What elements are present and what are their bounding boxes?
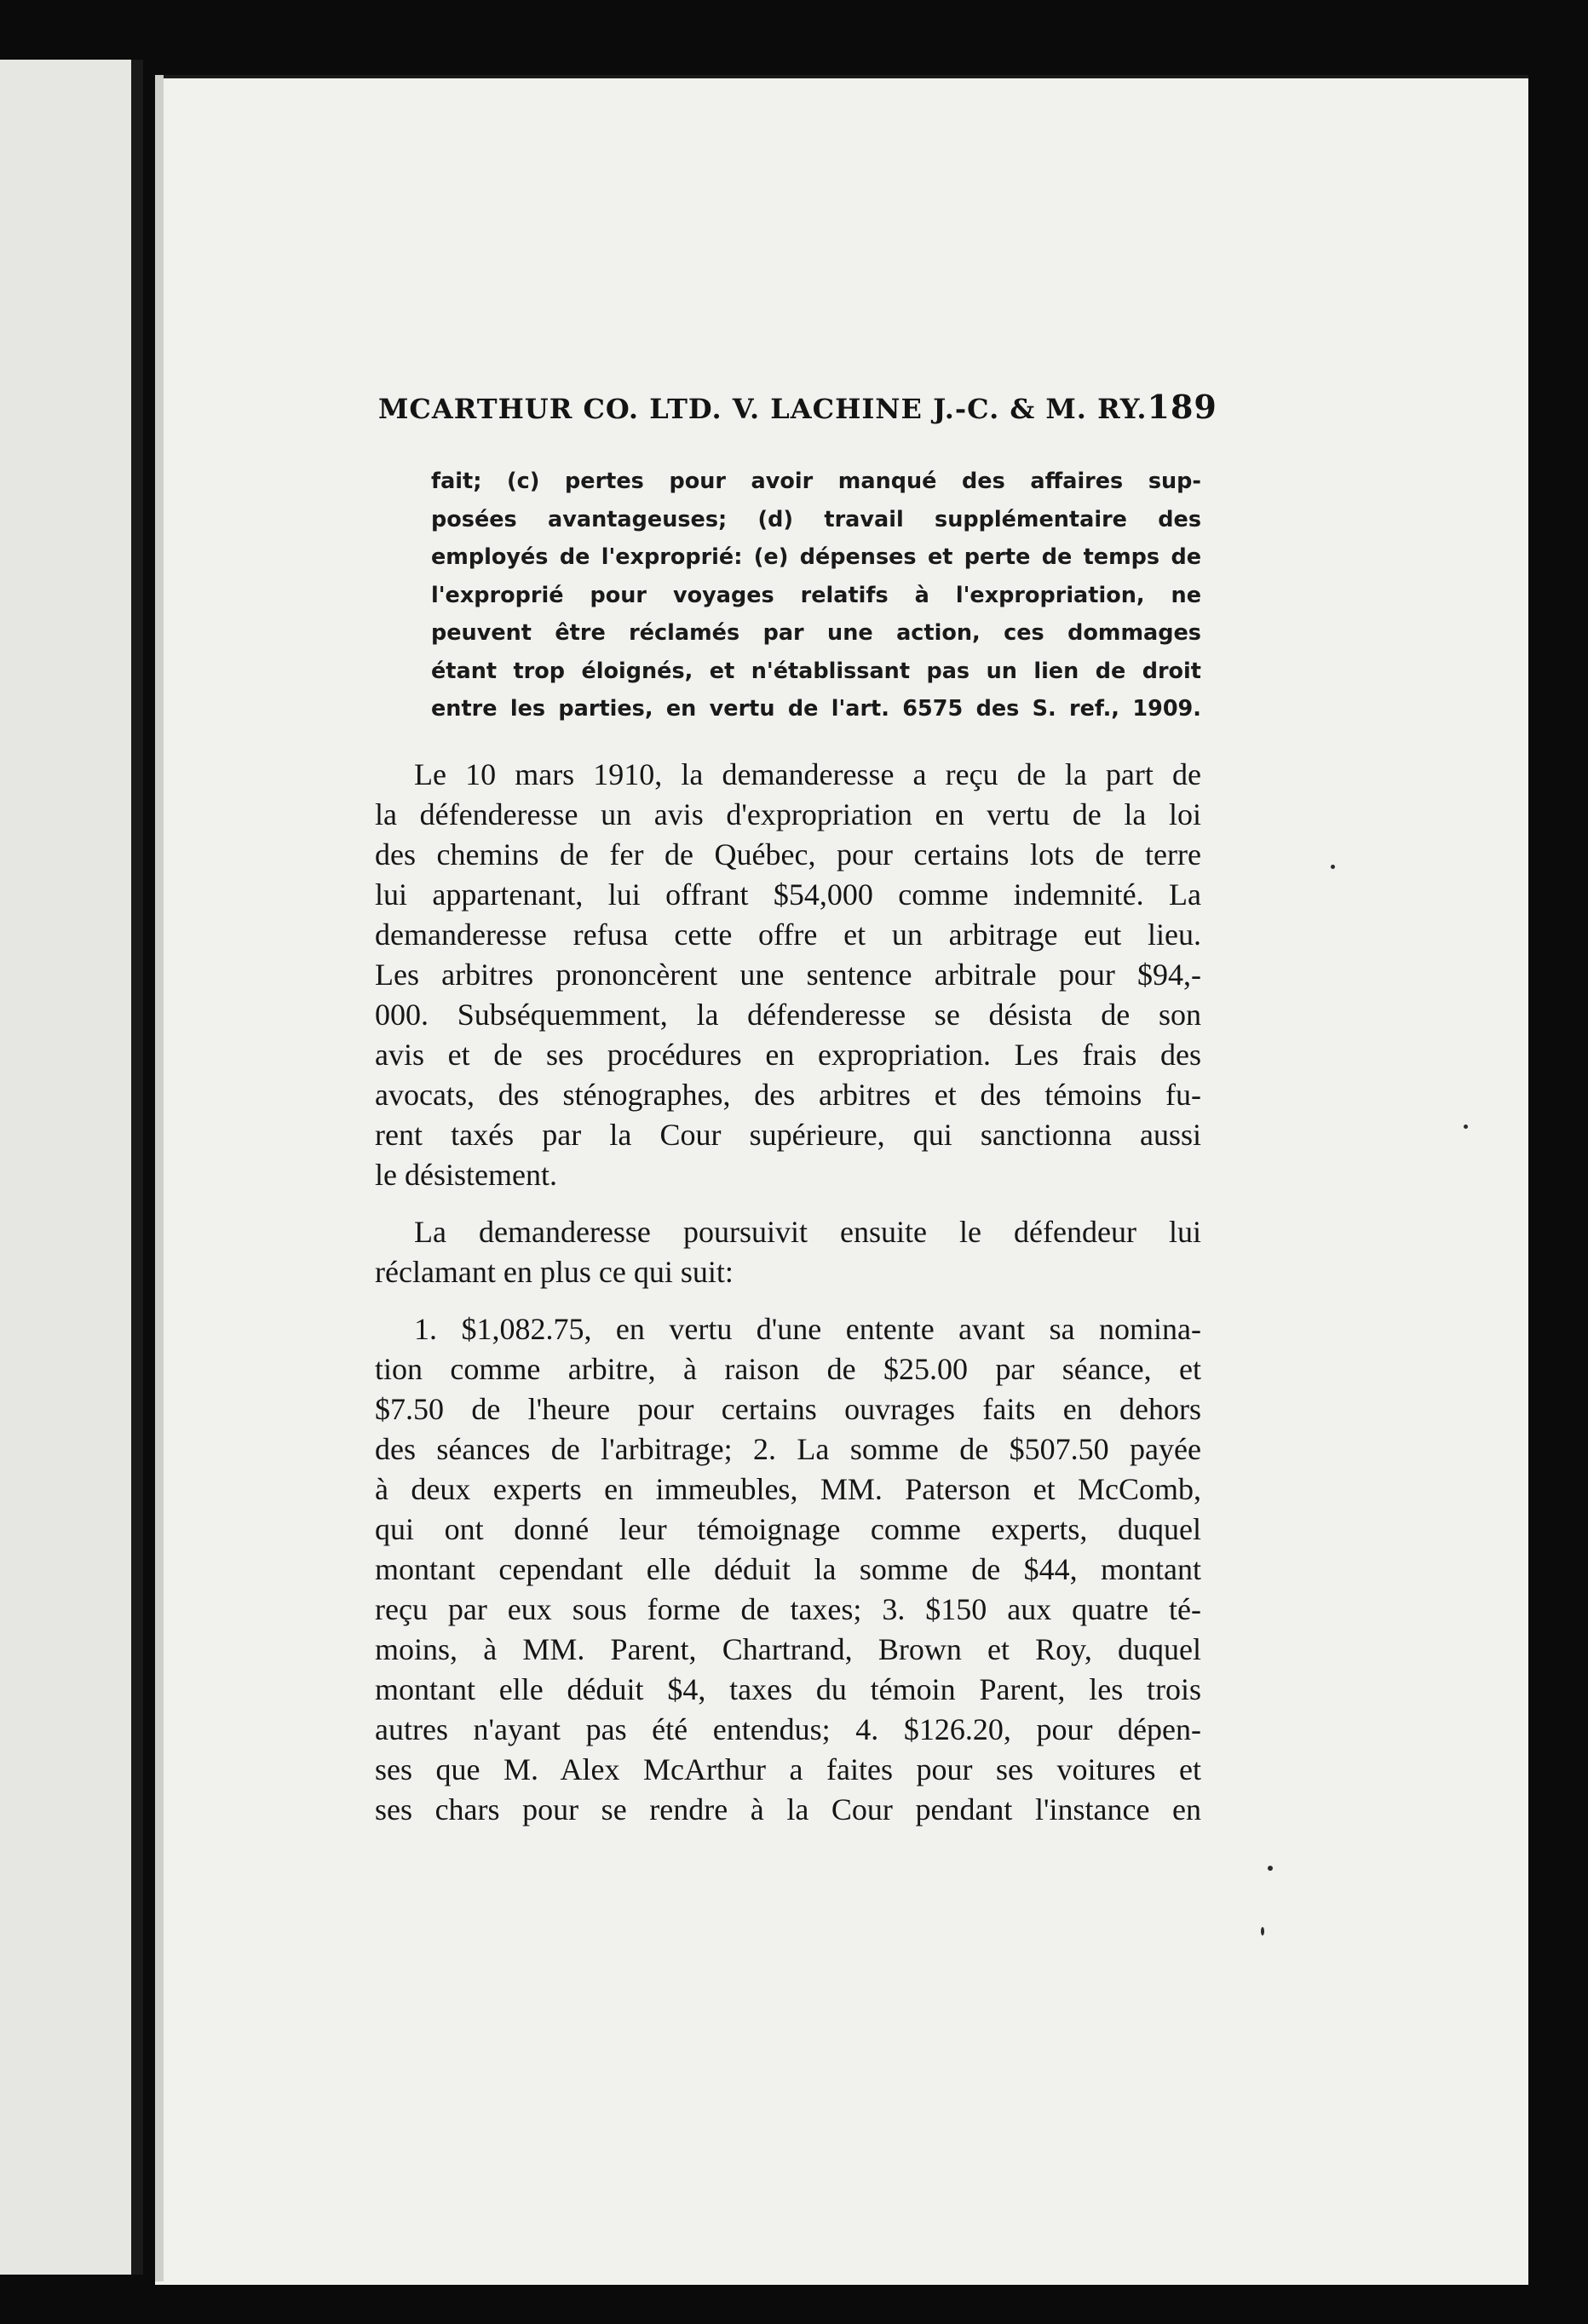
body-line: Le 10 mars 1910, la demanderesse a reçu de la part de — [414, 757, 1201, 791]
body-line: moins, à MM. Parent, Chartrand, Brown et Roy, duquel — [375, 1632, 1201, 1666]
paragraph-2 — [375, 1212, 1201, 1292]
body-line: avocats, des sténographes, des arbitres et des témoins fu- — [375, 1078, 1201, 1112]
page-number: 189 — [1147, 388, 1217, 426]
binding-shadow — [131, 60, 143, 2275]
running-title: MCARTHUR CO. LTD. V. LACHINE J.-C. & M. RY. — [378, 393, 1148, 425]
headnote — [431, 463, 1201, 728]
page-fold — [155, 75, 164, 2281]
paragraph-1 — [375, 755, 1201, 1195]
body-line: lui appartenant, lui offrant $54,000 comme indemnité. La — [375, 877, 1201, 912]
body-line: montant cependant elle déduit la somme de $44, montant — [375, 1552, 1201, 1586]
body-line: 1. $1,082.75, en vertu d'une entente avant sa nomina- — [414, 1312, 1201, 1346]
facing-page-edge — [0, 60, 143, 2275]
headnote-line: l'exproprié pour voyages relatifs à l'expropriation, ne — [431, 582, 1201, 608]
body-line: le désistement. — [375, 1158, 557, 1192]
paragraph-gap — [375, 1292, 1201, 1309]
headnote-line: peuvent être réclamés par une action, ces dommages — [431, 620, 1201, 646]
body-line: reçu par eux sous forme de taxes; 3. $150 aux quatre té- — [375, 1592, 1201, 1626]
paragraph-gap — [375, 1195, 1201, 1212]
scan-speck — [1268, 1866, 1273, 1871]
body-line: demanderesse refusa cette offre et un arbitrage eut lieu. — [375, 918, 1201, 952]
body-line: rent taxés par la Cour supérieure, qui sanctionna aussi — [375, 1118, 1201, 1152]
headnote-line: employés de l'exproprié: (e) dépenses et perte de temps de — [431, 544, 1201, 570]
body-line: ses chars pour se rendre à la Cour pendant l'instance en — [375, 1792, 1201, 1826]
body-text — [375, 755, 1201, 1830]
body-line: la défenderesse un avis d'expropriation en vertu de la loi — [375, 797, 1201, 831]
body-line: qui ont donné leur témoignage comme experts, duquel — [375, 1512, 1201, 1546]
body-line: La demanderesse poursuivit ensuite le défendeur lui — [414, 1215, 1201, 1249]
body-line: 000. Subséquemment, la défenderesse se désista de son — [375, 998, 1201, 1032]
headnote-line: posées avantageuses; (d) travail supplémentaire des — [431, 506, 1201, 532]
body-line: tion comme arbitre, à raison de $25.00 par séance, et — [375, 1352, 1201, 1386]
body-line: des chemins de fer de Québec, pour certains lots de terre — [375, 837, 1201, 872]
body-line: des séances de l'arbitrage; 2. La somme de $507.50 payée — [375, 1432, 1201, 1466]
headnote-line: entre les parties, en vertu de l'art. 6575 des S. ref., 1909. — [431, 696, 1201, 722]
headnote-line: étant trop éloignés, et n'établissant pas un lien de droit — [431, 658, 1201, 684]
body-line: à deux experts en immeubles, MM. Paterson et McComb, — [375, 1472, 1201, 1506]
body-line: montant elle déduit $4, taxes du témoin Parent, les trois — [375, 1672, 1201, 1706]
scan-speck — [1464, 1125, 1468, 1129]
body-line: $7.50 de l'heure pour certains ouvrages faits en dehors — [375, 1392, 1201, 1426]
scan-speck — [1261, 1927, 1264, 1936]
body-line: Les arbitres prononcèrent une sentence arbitrale pour $94,- — [375, 958, 1201, 992]
paragraph-3 — [375, 1309, 1201, 1830]
body-line: réclamant en plus ce qui suit: — [375, 1255, 734, 1289]
body-line: avis et de ses procédures en expropriation. Les frais des — [375, 1038, 1201, 1072]
scan-speck — [1331, 865, 1335, 869]
headnote-line: fait; (c) pertes pour avoir manqué des affaires sup- — [431, 469, 1201, 494]
running-header — [378, 388, 1217, 439]
body-line: autres n'ayant pas été entendus; 4. $126.20, pour dépen- — [375, 1712, 1201, 1746]
body-line: ses que M. Alex McArthur a faites pour ses voitures et — [375, 1752, 1201, 1786]
